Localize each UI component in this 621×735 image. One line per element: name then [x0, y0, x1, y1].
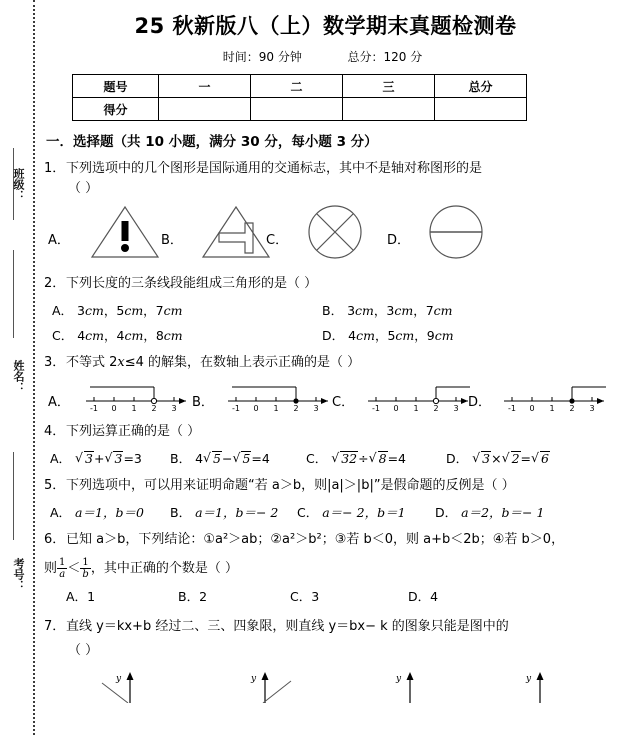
option-c[interactable]	[306, 449, 446, 467]
question-1-stem: 下列选项中的几个图形是国际通用的交通标志，其中不是轴对称图形的是	[66, 161, 483, 176]
question-6-less-than: ＜	[67, 561, 81, 576]
question-3-text	[44, 353, 621, 373]
section-heading-choice: 一．选择题（共 10 小题，满分 30 分，每小题 3 分）	[46, 134, 378, 150]
option-label-b: B．	[178, 589, 200, 604]
option-a-value: 1	[87, 589, 96, 604]
question-2-options-row-2	[44, 326, 621, 344]
option-b-value: 2	[199, 589, 208, 604]
option-label-c[interactable]: C．	[332, 395, 355, 410]
question-2-text	[44, 274, 621, 294]
option-d-value-a: a＝2，	[461, 505, 502, 520]
option-b[interactable]	[170, 449, 306, 467]
graph-option-a	[84, 669, 180, 707]
option-a-value-b: b＝0	[115, 505, 144, 520]
numberline-option-d	[500, 381, 610, 417]
option-label-c: C．	[290, 589, 312, 604]
axis-label-y: y	[116, 674, 122, 684]
option-d[interactable]	[446, 449, 550, 467]
option-label-d: D．	[446, 451, 469, 466]
graph-option-d	[494, 669, 590, 707]
question-7-stem: 直线 y＝kx+b 经过二、三、四象限，则直线 y＝bx− k 的图象只能是图中的	[66, 619, 509, 634]
question-6-text-line2	[44, 557, 621, 580]
question-1-text	[44, 159, 621, 179]
axis-label-y: y	[526, 674, 532, 684]
seal-label-class: 班级：	[12, 168, 25, 201]
option-b-value-b: b＝− 2	[235, 505, 279, 520]
question-7-number: 7．	[44, 619, 66, 634]
score-table-cell[interactable]	[251, 98, 343, 121]
option-a[interactable]	[50, 503, 170, 521]
question-6-options	[44, 587, 621, 605]
exam-time: 时间：90 分钟	[222, 50, 302, 64]
svg-text:1: 1	[273, 404, 279, 413]
question-7-graphs	[44, 669, 621, 703]
option-label-d: D．	[435, 505, 458, 520]
svg-text:-1: -1	[372, 404, 380, 413]
figure-circle-cross-icon	[302, 203, 368, 265]
option-a-expression: √ 3+ √ 3=3	[75, 451, 142, 466]
svg-text:1: 1	[549, 404, 555, 413]
option-b[interactable]	[178, 587, 290, 605]
svg-text:2: 2	[433, 404, 439, 413]
option-b[interactable]	[170, 503, 297, 521]
option-c[interactable]	[290, 587, 408, 605]
option-label-a[interactable]: A．	[48, 395, 70, 410]
score-table-cell[interactable]	[343, 98, 435, 121]
question-5-options	[44, 503, 621, 521]
option-label-a[interactable]: A．	[48, 233, 70, 248]
score-table-wrapper	[44, 74, 621, 121]
graph-option-c	[364, 669, 460, 707]
exam-page	[44, 0, 621, 735]
question-2-options-row-1	[44, 301, 621, 319]
numberline-option-c	[364, 381, 474, 417]
option-d[interactable]	[322, 326, 454, 344]
score-table-cell: 二	[251, 75, 343, 98]
question-7-blank[interactable]: （ ）	[68, 643, 99, 658]
exam-total-score: 总分：120 分	[347, 50, 423, 64]
svg-text:-1: -1	[90, 404, 98, 413]
option-label-b: B．	[322, 303, 344, 318]
option-d-value: 4cm，5cm，9cm	[348, 328, 454, 343]
svg-text:0: 0	[529, 404, 535, 413]
option-d-value: 4	[430, 589, 439, 604]
option-label-a: A．	[66, 589, 88, 604]
svg-text:1: 1	[131, 404, 137, 413]
score-table-cell[interactable]	[159, 98, 251, 121]
option-d[interactable]	[408, 587, 438, 605]
svg-text:-1: -1	[508, 404, 516, 413]
question-1	[44, 159, 621, 199]
figure-triangle-exclamation-icon	[88, 203, 162, 265]
fraction-one-over-b: $\frac{1}{b}$	[82, 557, 89, 580]
option-label-b: B．	[170, 505, 192, 520]
option-label-a: A．	[52, 303, 74, 318]
option-c-value: 3	[311, 589, 320, 604]
numberline-option-a	[82, 381, 192, 417]
question-3	[44, 353, 621, 373]
question-5-text	[44, 476, 621, 496]
svg-text:2: 2	[151, 404, 157, 413]
option-label-d[interactable]: D．	[387, 233, 411, 248]
exam-meta	[44, 48, 621, 65]
question-2-stem: 下列长度的三条线段能组成三角形的是（ ）	[66, 276, 318, 291]
question-5	[44, 476, 621, 496]
question-4-stem: 下列运算正确的是（ ）	[66, 424, 201, 439]
option-label-b: B．	[170, 451, 192, 466]
score-table-row-label: 得分	[73, 98, 159, 121]
question-7	[44, 617, 621, 661]
option-a[interactable]	[52, 301, 322, 319]
option-c-value-b: b＝1	[377, 505, 406, 520]
score-table-cell: 总分	[435, 75, 527, 98]
svg-text:3: 3	[171, 404, 177, 413]
question-1-figures	[44, 203, 621, 265]
option-d-expression: √ 3× √ 2= √ 6	[472, 451, 550, 466]
svg-text:0: 0	[393, 404, 399, 413]
question-3-numberlines	[44, 379, 621, 413]
svg-text:2: 2	[293, 404, 299, 413]
option-label-c: C．	[297, 505, 319, 520]
seal-rule-2	[13, 250, 14, 338]
option-label-a: A．	[50, 451, 72, 466]
question-3-variable: x	[117, 355, 125, 370]
question-3-stem-pre: 不等式 2	[66, 355, 118, 370]
svg-text:-1: -1	[232, 404, 240, 413]
question-7-text	[44, 617, 621, 637]
option-c[interactable]	[297, 503, 435, 521]
svg-text:1: 1	[413, 404, 419, 413]
option-c[interactable]	[52, 326, 322, 344]
option-c-value: 4cm，4cm，8cm	[77, 328, 183, 343]
option-d-value-b: b＝− 1	[501, 505, 545, 520]
score-table-cell: 一	[159, 75, 251, 98]
option-label-d: D．	[408, 589, 431, 604]
svg-text:3: 3	[589, 404, 595, 413]
seal-label-name: 姓名：	[12, 360, 25, 393]
option-c-expression: √ 32÷ √ 8=4	[331, 451, 406, 466]
question-6-stem-pre: 则	[44, 561, 58, 576]
score-table	[72, 74, 527, 121]
question-4-text	[44, 422, 621, 442]
page-title: 25 秋新版八（上）数学期末真题检测卷	[134, 14, 517, 38]
question-4-number: 4．	[44, 424, 66, 439]
option-label-b[interactable]: B．	[161, 233, 183, 248]
table-row	[73, 98, 527, 121]
option-b-value-a: a＝1，	[195, 505, 236, 520]
option-label-b[interactable]: B．	[192, 395, 214, 410]
seal-label-exam-number: 考号：	[12, 558, 25, 591]
option-label-d[interactable]: D．	[468, 395, 492, 410]
figure-circle-line-icon	[423, 203, 489, 265]
seal-dotted-line	[33, 0, 35, 735]
question-6	[44, 530, 621, 580]
svg-text:3: 3	[313, 404, 319, 413]
question-1-number: 1．	[44, 161, 66, 176]
table-row	[73, 75, 527, 98]
exam-seal-line	[0, 0, 44, 735]
question-3-stem-post: ≤4 的解集，在数轴上表示正确的是（ ）	[124, 355, 361, 370]
option-label-d: D．	[322, 328, 345, 343]
question-6-stem-post: ，其中正确的个数是（ ）	[90, 561, 238, 576]
numberline-option-b	[224, 381, 334, 417]
option-a[interactable]	[66, 587, 178, 605]
axis-label-y: y	[251, 674, 257, 684]
question-5-number: 5．	[44, 478, 66, 493]
score-table-cell[interactable]	[435, 98, 527, 121]
score-table-cell: 三	[343, 75, 435, 98]
question-5-stem: 下列选项中，可以用来证明命题“若 a＞b，则|a|＞|b|”是假命题的反例是（ ）	[66, 478, 515, 493]
svg-text:0: 0	[253, 404, 259, 413]
figure-triangle-t-junction-icon	[199, 203, 273, 265]
question-6-stem-line1: 已知 a＞b，下列结论：①a²＞ab；②a²＞b²；③若 b＜0，则 a+b＜2b；④若 b＞0，	[66, 532, 565, 547]
option-a[interactable]	[50, 449, 170, 467]
option-a-value-a: a＝1，	[75, 505, 116, 520]
fraction-one-over-a: $\frac{1}{a}$	[59, 557, 66, 580]
graph-option-b	[219, 669, 315, 707]
option-d[interactable]	[435, 503, 544, 521]
question-6-number: 6．	[44, 532, 66, 547]
option-b[interactable]	[322, 301, 453, 319]
question-6-text-line1	[44, 530, 621, 550]
question-4-options	[44, 449, 621, 467]
option-label-c: C．	[306, 451, 328, 466]
question-2-number: 2．	[44, 276, 66, 291]
axis-label-y: y	[396, 674, 402, 684]
question-3-number: 3．	[44, 355, 66, 370]
option-label-a: A．	[50, 505, 72, 520]
option-b-expression: 4 √ 5− √ 5=4	[195, 451, 270, 466]
option-label-c: C．	[52, 328, 74, 343]
score-table-row-label: 题号	[73, 75, 159, 98]
question-4	[44, 422, 621, 442]
option-label-c[interactable]: C．	[266, 233, 289, 248]
question-2	[44, 274, 621, 294]
question-1-blank[interactable]: （ ）	[68, 181, 99, 196]
svg-text:3: 3	[453, 404, 459, 413]
svg-text:2: 2	[569, 404, 575, 413]
option-b-value: 3cm，3cm，7cm	[347, 303, 453, 318]
seal-rule-3	[13, 452, 14, 540]
svg-text:0: 0	[111, 404, 117, 413]
option-c-value-a: a＝− 2，	[322, 505, 378, 520]
option-a-value: 3cm，5cm，7cm	[77, 303, 183, 318]
